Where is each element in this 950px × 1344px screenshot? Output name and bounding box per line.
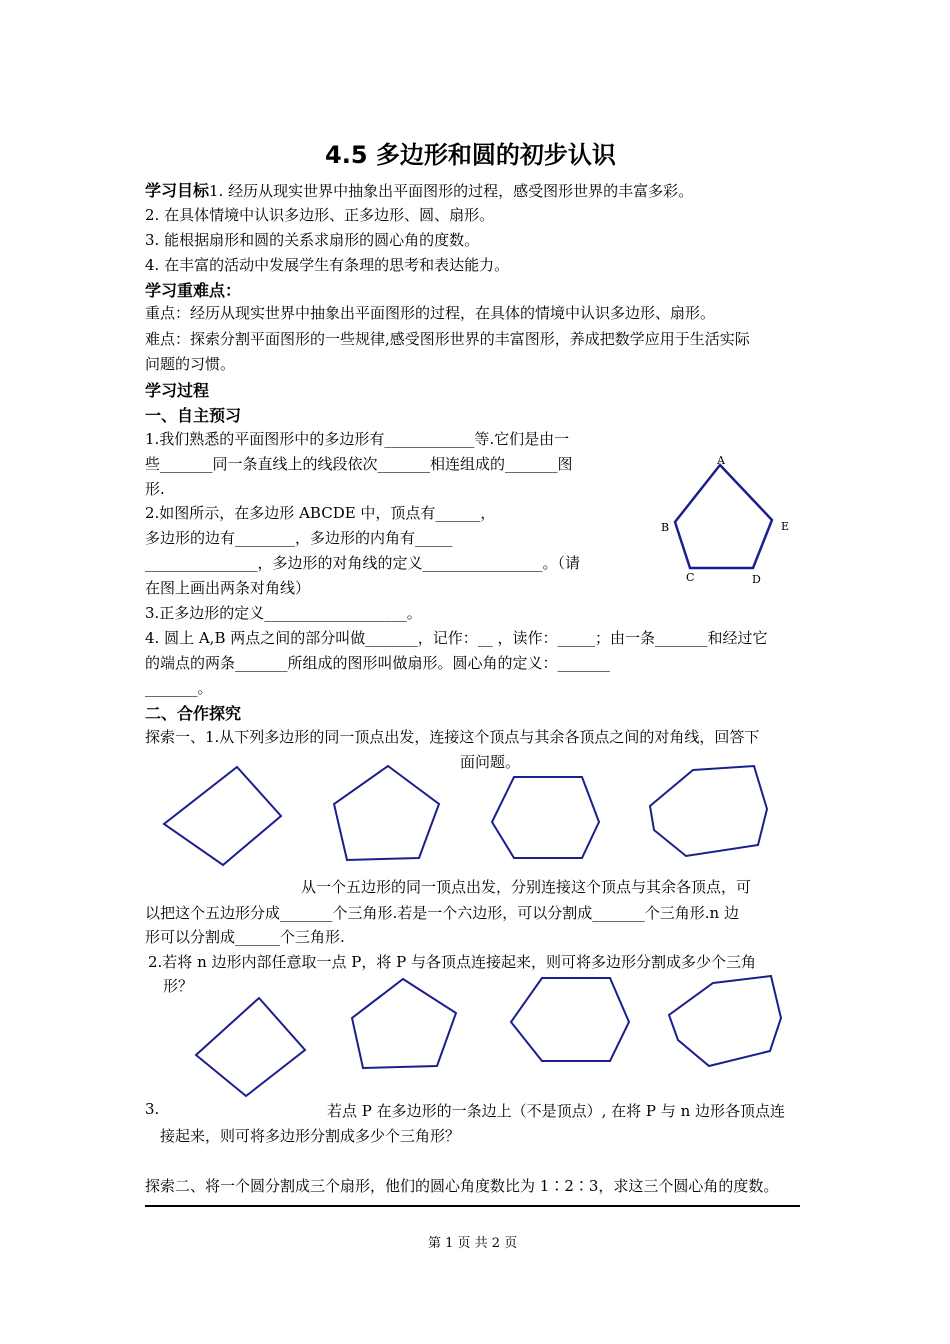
s1-q4-line3: _______。 (145, 679, 213, 697)
vertex-label-c: C (686, 571, 695, 584)
s2-q3-line2: 接起来，则可将多边形分割成多少个三角形？ (160, 1127, 461, 1145)
s1-q2-line3: _______________，多边形的对角线的定义________________。（请 (145, 554, 581, 572)
vertex-label-d: D (752, 573, 761, 586)
s2-fill-line3: 形可以分割成______个三角形. (145, 928, 345, 946)
section2-heading: 二、合作探究 (145, 704, 242, 723)
objective-2: 2. 在具体情境中认识多边形、正多边形、圆、扇形。 (145, 206, 495, 224)
s2-explore1-line2: 面问题。 (460, 753, 521, 771)
hexagon-shape-2 (511, 978, 629, 1061)
s2-fill-line1: 从一个五边形的同一顶点出发，分别连接这个顶点与其余各顶点，可 (301, 878, 752, 896)
bottom-divider (145, 1205, 800, 1207)
s2-q2-line2: 形？ (163, 977, 194, 995)
objective-3: 3. 能根据扇形和圆的关系求扇形的圆心角的度数。 (145, 231, 480, 249)
s1-q4-line1: 4. 圆上 A,B 两点之间的部分叫做_______，记作：__ ，读作：_____；由一条_______和经过它 (145, 629, 768, 647)
s1-q2-line2: 多边形的边有________，多边形的内角有_____ (145, 529, 453, 547)
quadrilateral-shape-2 (196, 998, 305, 1096)
s1-q3: 3.正多边形的定义___________________。 (145, 604, 422, 622)
page-title: 4.5 多边形和圆的初步认识 (325, 141, 616, 169)
s1-q1-line1: 1.我们熟悉的平面图形中的多边形有____________等.它们是由一 (145, 430, 570, 448)
page-footer: 第 1 页 共 2 页 (428, 1236, 518, 1251)
s1-q2-line1: 2.如图所示，在多边形 ABCDE 中，顶点有______， (145, 504, 496, 522)
s2-q3-line1: 若点 P 在多边形的一条边上（不是顶点）, 在将 P 与 n 边形各顶点连 (327, 1102, 785, 1120)
vertex-label-a: A (717, 454, 725, 467)
s1-q2-line4: 在图上画出两条对角线） (145, 579, 311, 597)
key-difficulty-line2: 问题的习惯。 (145, 355, 236, 373)
key-points-heading: 学习重难点： (145, 281, 242, 300)
process-heading: 学习过程 (145, 381, 210, 400)
heptagon-shape-2 (669, 976, 781, 1066)
vertex-label-e: E (781, 520, 790, 533)
s1-q4-line2: 的端点的两条_______所组成的图形叫做扇形。圆心角的定义：_______ (145, 654, 611, 672)
s1-q1-line2: 些_______同一条直线上的线段依次_______相连组成的_______图 (145, 455, 573, 473)
s2-explore2: 探索二、将一个圆分割成三个扇形，他们的圆心角度数比为 1∶2∶3，求这三个圆心角的度数。 (145, 1177, 779, 1195)
s2-q3-num: 3. (145, 1100, 160, 1118)
s1-q1-line3: 形. (145, 480, 165, 498)
objective-4: 4. 在丰富的活动中发展学生有条理的思考和表达能力。 (145, 256, 510, 274)
objective-1: 1. 经历从现实世界中抽象出平面图形的过程，感受图形世界的丰富多彩。 (209, 182, 694, 200)
objectives-heading: 学习目标 (145, 181, 210, 200)
pentagon-shape-2 (352, 979, 456, 1068)
key-focus: 重点：经历从现实世界中抽象出平面图形的过程，在具体的情境中认识多边形、扇形。 (145, 304, 716, 322)
s2-q2-line1: 2.若将 n 边形内部任意取一点 P，将 P 与各顶点连接起来，则可将多边形分割成多少个三角 (148, 953, 757, 971)
key-difficulty-line1: 难点：探索分割平面图形的一些规律,感受图形世界的丰富图形，养成把数学应用于生活实际 (145, 330, 750, 348)
vertex-label-b: B (661, 521, 670, 534)
s2-explore1-line1: 探索一、1.从下列多边形的同一顶点出发，连接这个顶点与其余各顶点之间的对角线，回答下 (145, 728, 760, 746)
section1-heading: 一、自主预习 (145, 406, 242, 425)
s2-fill-line2: 以把这个五边形分成_______个三角形.若是一个六边形，可以分割成_______个三角形.n 边 (145, 904, 739, 922)
